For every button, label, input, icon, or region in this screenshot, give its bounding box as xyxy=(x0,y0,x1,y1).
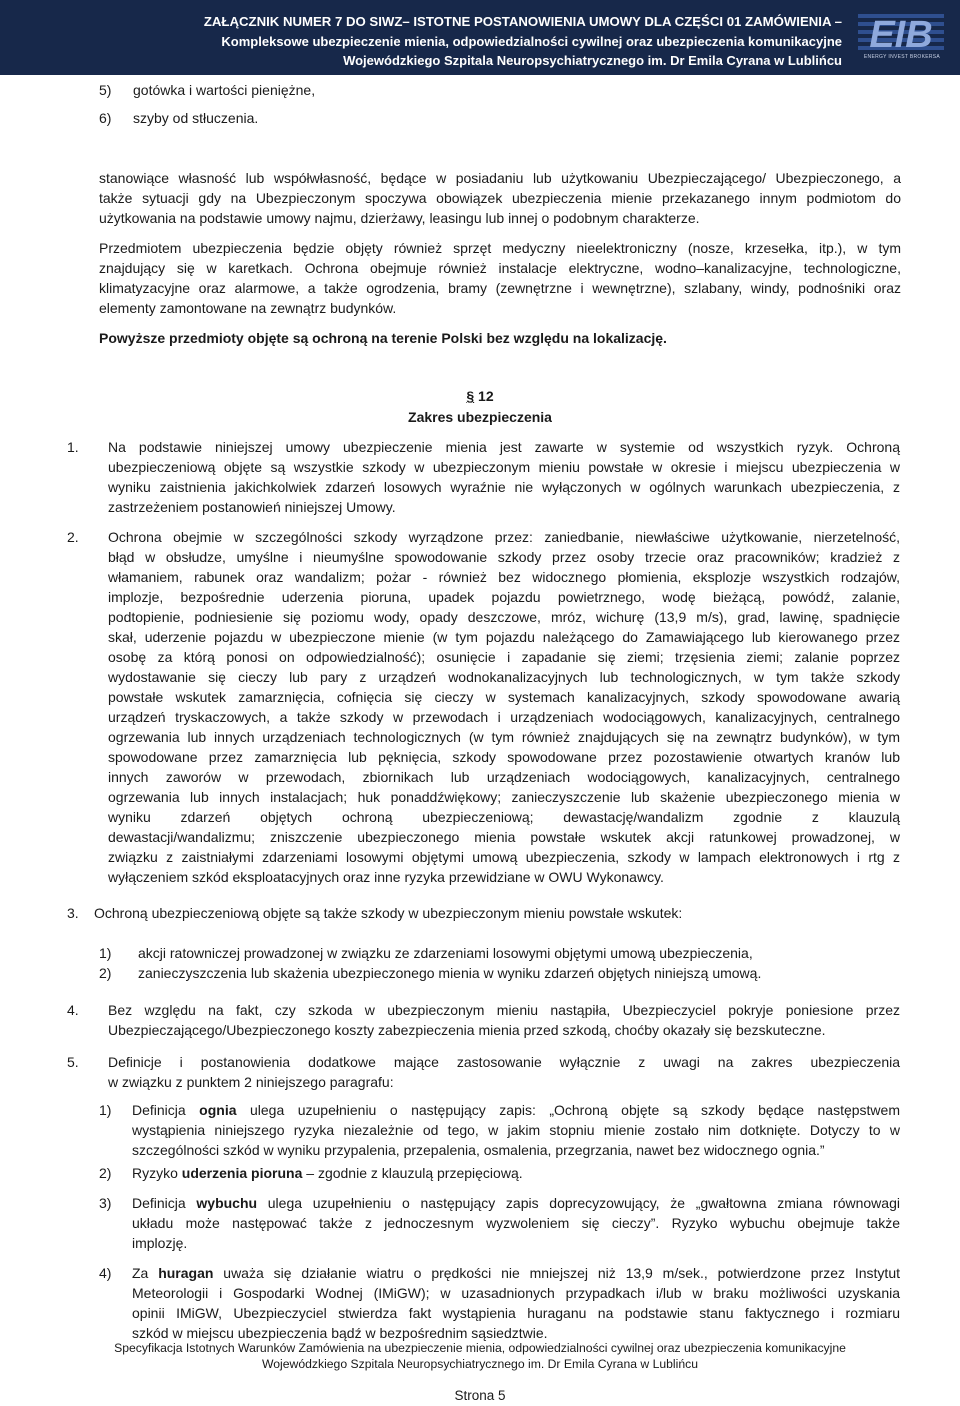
text-line: elementy zamontowane na zewnątrz budynków. xyxy=(99,300,397,316)
text-line: układu może następować także z jednoczesnym wyzwoleniem się cieczy”. Ryzyko wybuchu obejmuje także xyxy=(132,1215,900,1231)
header-title xyxy=(0,12,842,71)
text-line: Definicje i postanowienia dodatkowe mające zastosowanie wyłącznie z uwagi na zakres ubezpieczenia xyxy=(108,1054,900,1070)
section-item-number: 4. xyxy=(67,1002,79,1018)
list-text: zanieczyszczenia lub skażenia ubezpieczonego mienia w wyniku zdarzeń objętych niniejszą umową. xyxy=(138,965,762,981)
definition-text xyxy=(132,1263,900,1343)
text-line: wyniku zdarzeń objętych ochroną ubezpieczeniową; dewastację/wandalizm zgodnie z klauzulą xyxy=(108,809,900,825)
def-term: uderzenia pioruna xyxy=(181,1165,303,1181)
text-line: Na podstawie niniejszej umowy ubezpieczenie mienia jest zawarte w systemie od wszystkich ryzyk. Ochroną xyxy=(108,439,900,455)
definition-number: 1) xyxy=(99,1102,112,1118)
definition-text xyxy=(132,1100,900,1160)
text-line: implozje, bezpośrednie uderzenia pioruna, upadek pojazdu powietrznego, wodę bieżącą, powódź, zalanie, xyxy=(108,589,900,605)
text-line: szkód w miejscu ubezpieczenia bądź w bezpośrednim sąsiedztwie. xyxy=(132,1325,548,1341)
text-line: wyniku zaistnienia jakichkolwiek zdarzeń losowych wyraźnie nie wyłączonych w ogólnych warunkach ubezpieczenia, z xyxy=(108,479,900,495)
def-term: huragan xyxy=(158,1265,214,1281)
text-line: użytkowania na podstawie umowy najmu, dzierżawy, leasingu lub innej o podobnym charakterze. xyxy=(99,210,700,226)
text-line: błąd w obsłudze, umyślne i nieumyślne spowodowanie szkody przez osoby trzecie oraz pracowników; kradzież z xyxy=(108,549,900,565)
list-item xyxy=(99,80,901,100)
definition-number: 4) xyxy=(99,1265,112,1281)
text-line: Bez względu na fakt, czy szkoda w ubezpieczonym mieniu nastąpiła, Ubezpieczyciel pokryje poniesione przez xyxy=(108,1002,900,1018)
text-line: Meteorologii i Gospodarki Wodnej (IMiGW); w uzasadnionych przypadkach i/lub w braku możliwości uzyskania xyxy=(132,1285,900,1301)
paragraph xyxy=(99,168,901,228)
bold-statement: Powyższe przedmioty objęte są ochroną na terenie Polski bez względu na lokalizację. xyxy=(99,330,667,346)
text-line: skał, uderzenie pojazdu w ubezpieczone mienie (w tym pojazdu należącego do Zamawiającego lub kierowanego przez xyxy=(108,629,900,645)
text-line: związku z zaistniałymi zdarzeniami losowymi objętymi umową ubezpieczenia, szkody w lampach elektronowych i rtg z xyxy=(108,849,900,865)
header-line-2: Kompleksowe ubezpieczenie mienia, odpowiedzialności cywilnej oraz ubezpieczenia komunikacyjne xyxy=(221,33,842,49)
def-prefix: Za xyxy=(132,1265,159,1281)
section-item-text xyxy=(108,1052,900,1092)
header-line-3: Wojewódzkiego Szpitala Neuropsychiatrycznego im. Dr Emila Cyrana w Lublińcu xyxy=(343,53,842,68)
text-line: ogrzewania lub innych urządzeniach technologicznych (w tym również znajdujących się na zewnątrz budynków), w tym xyxy=(108,729,900,745)
section-item-number: 2. xyxy=(67,529,79,545)
def-suffix: ulega uzupełnieniu o następujący zapis doprecyzowujący, że „gwałtowna zmiana równowagi xyxy=(257,1195,900,1211)
section-title: Zakres ubezpieczenia xyxy=(408,409,552,425)
text-line: Ubezpieczającego/Ubezpieczonego koszty zabezpieczenia mienia przed szkodą, choćby okazały się bezskuteczne. xyxy=(108,1022,826,1038)
text-line xyxy=(132,1100,900,1120)
text-line: szczególności szkód w wyniku przypalenia, przepalenia, osmalenia, przegrzania, nawet bez widocznego ognia.” xyxy=(132,1142,825,1158)
definition-text xyxy=(132,1193,900,1253)
def-suffix: uważa się działanie wiatru o prędkości nie mniejszej niż 13,9 m/sek., potwierdzone przez Instytut xyxy=(213,1265,900,1281)
text-line: także sytuacji gdy na Ubezpieczonym spoczywa obowiązek ubezpieczenia mienie przekazanego innym podmiotom do xyxy=(99,190,901,206)
def-prefix: Ryzyko xyxy=(132,1165,182,1181)
paragraph xyxy=(99,238,901,318)
text-line: dewastacji/wandalizmu; zniszczenie ubezpieczonego mienia powstałe wskutek akcji ratunkowej prowadzonej, w xyxy=(108,829,900,845)
list-item xyxy=(99,943,901,963)
list-item xyxy=(99,963,901,983)
logo-text: EIB xyxy=(869,14,933,55)
definition-number: 2) xyxy=(99,1165,112,1181)
section-item-text: Ochroną ubezpieczeniową objęte są także szkody w ubezpieczonym mieniu powstałe wskutek: xyxy=(94,905,683,921)
text-line xyxy=(132,1163,900,1183)
text-line: włamaniem, rabunek oraz wandalizm; pożar - również bez widocznego płomienia, eksplozje wszystkich rodzajów, xyxy=(108,569,900,585)
text-line: Przedmiotem ubezpieczenia będzie objęty również sprzęt medyczny nieelektroniczny (nosze, krzesełka, itp.), w tym xyxy=(99,240,901,256)
text-line: ubezpieczeniową objęte są wszystkie szkody w ubezpieczonym mieniu powstałe w okresie i miejscu ubezpieczenia w xyxy=(108,459,900,475)
text-line xyxy=(132,1263,900,1283)
list-number: 1) xyxy=(99,945,112,961)
list-number: 6) xyxy=(99,110,112,126)
text-line: implozję. xyxy=(132,1235,188,1251)
section-num: 12 xyxy=(478,388,494,404)
list-text: akcji ratowniczej prowadzonej w związku ze zdarzeniami losowymi objętymi umową ubezpieczenia, xyxy=(138,945,753,961)
text-line: spowodowane przez zamarznięcia lub pęknięcia, szkody spowodowane przez pozostawienie otwartych kranów lub xyxy=(108,749,900,765)
text-line: wystąpienia niniejszego ryzyka niezależnie od tego, w jakim stopniu mienie zostało nim dotknięte. Dotyczy to w xyxy=(132,1122,900,1138)
text-line: urządzeń tryskaczowych, a także szkody w przewodach i urządzeniach wodociągowych, kanalizacyjnych, centralnego xyxy=(108,709,900,725)
section-item-number: 1. xyxy=(67,439,79,455)
text-line: opinii IMiGW, Ubezpieczyciel stwierdza fakt wystąpienia huraganu na podstawie stanu faktycznego i rozmiaru xyxy=(132,1305,900,1321)
text-line xyxy=(132,1193,900,1213)
text-line: wyłączeniem szkód eksploatacyjnych oraz inne ryzyka przewidziane w OWU Wykonawcy. xyxy=(108,869,664,885)
logo-subtitle: ENERGY INVEST BROKERSA xyxy=(863,54,941,60)
section-item-text xyxy=(108,527,900,887)
list-number: 2) xyxy=(99,965,112,981)
footer-line-1: Specyfikacja Istotnych Warunków Zamówienia na ubezpieczenie mienia, odpowiedzialności cywilnej oraz ubezpieczenia komunikacyjne xyxy=(114,1341,846,1355)
text-line: znajdujący się w karetkach. Ochrona obejmuje również instalacje elektryczne, wodno–kanalizacyjne, technologiczne, xyxy=(99,260,901,276)
text-line: w związku z punktem 2 niniejszego paragrafu: xyxy=(108,1074,394,1090)
text-line: ogrzewania lub innych instalacjach; huk ponaddźwiękowy; zanieczyszczenie lub skażenie ubezpieczonego mienia w xyxy=(108,789,900,805)
page-footer xyxy=(0,1340,960,1372)
definition-text xyxy=(132,1163,900,1183)
definition-number: 3) xyxy=(99,1195,112,1211)
header-line-1: ZAŁĄCZNIK NUMER 7 DO SIWZ– ISTOTNE POSTANOWIENIA UMOWY DLA CZĘŚCI 01 ZAMÓWIENIA – xyxy=(203,14,842,29)
text-line: powstałe wskutek zamarznięcia, cofnięcia się cieczy w systemach kanalizacyjnych, szkody spowodowane awarią xyxy=(108,689,900,705)
section-number xyxy=(0,386,960,406)
eib-logo-icon xyxy=(858,10,944,55)
list-item xyxy=(99,108,901,128)
page-header xyxy=(0,0,960,75)
text-line: podtopienie, podniesienie się poziomu wody, opady deszczowe, mróz, wichurę (13,9 m/s), grad, lawinę, spadnięcie xyxy=(108,609,900,625)
list-number: 5) xyxy=(99,82,112,98)
section-item-text xyxy=(108,437,900,517)
section-item-text xyxy=(108,1000,900,1040)
section-symbol: § xyxy=(466,388,475,404)
def-term: wybuchu xyxy=(196,1195,258,1211)
def-suffix: ulega uzupełnieniu o następujący zapis: „Ochroną objęte są szkody będące następstwem xyxy=(236,1102,900,1118)
def-suffix: – zgodnie z klauzulą przepięciową. xyxy=(302,1165,523,1181)
text-line: wydostawanie się cieczy lub pary z urządzeń wodnokanalizacyjnych lub technologicznych, w tym także szkody xyxy=(108,669,900,685)
text-line: innych zaworów w przewodach, zbiornikach lub urządzeniach wodociągowych, kanalizacyjnych, centralnego xyxy=(108,769,900,785)
section-item-number: 5. xyxy=(67,1054,79,1070)
text-line: zastrzeżeniem postanowień niniejszej Umowy. xyxy=(108,499,396,515)
text-line: klimatyzacyjne oraz alarmowe, a także ogrodzenia, bramy (zewnętrzne i wewnętrzne), szlabany, windy, podnośniki oraz xyxy=(99,280,901,296)
page-number: Strona 5 xyxy=(454,1388,506,1403)
text-line: osobę za którą ponosi on odpowiedzialność); osunięcie i zapadanie się ziemi; trzęsienia ziemi; zalanie poprzez xyxy=(108,649,900,665)
footer-line-2: Wojewódzkiego Szpitala Neuropsychiatrycznego im. Dr Emila Cyrana w Lublińcu xyxy=(261,1357,698,1371)
text-line: Ochrona obejmie w szczególności szkody wyrządzone przez: zaniedbanie, niewłaściwe użytkowanie, nierzetelność, xyxy=(108,529,900,545)
text-line: stanowiące własność lub współwłasność, będące w posiadaniu lub użytkowaniu Ubezpieczającego/ Ubezpieczonego, a xyxy=(99,170,901,186)
def-prefix: Definicja xyxy=(132,1102,200,1118)
list-text: szyby od stłuczenia. xyxy=(133,110,259,126)
def-term: ognia xyxy=(199,1102,237,1118)
def-prefix: Definicja xyxy=(132,1195,197,1211)
list-text: gotówka i wartości pieniężne, xyxy=(133,82,316,98)
section-item-number: 3. xyxy=(67,905,79,921)
